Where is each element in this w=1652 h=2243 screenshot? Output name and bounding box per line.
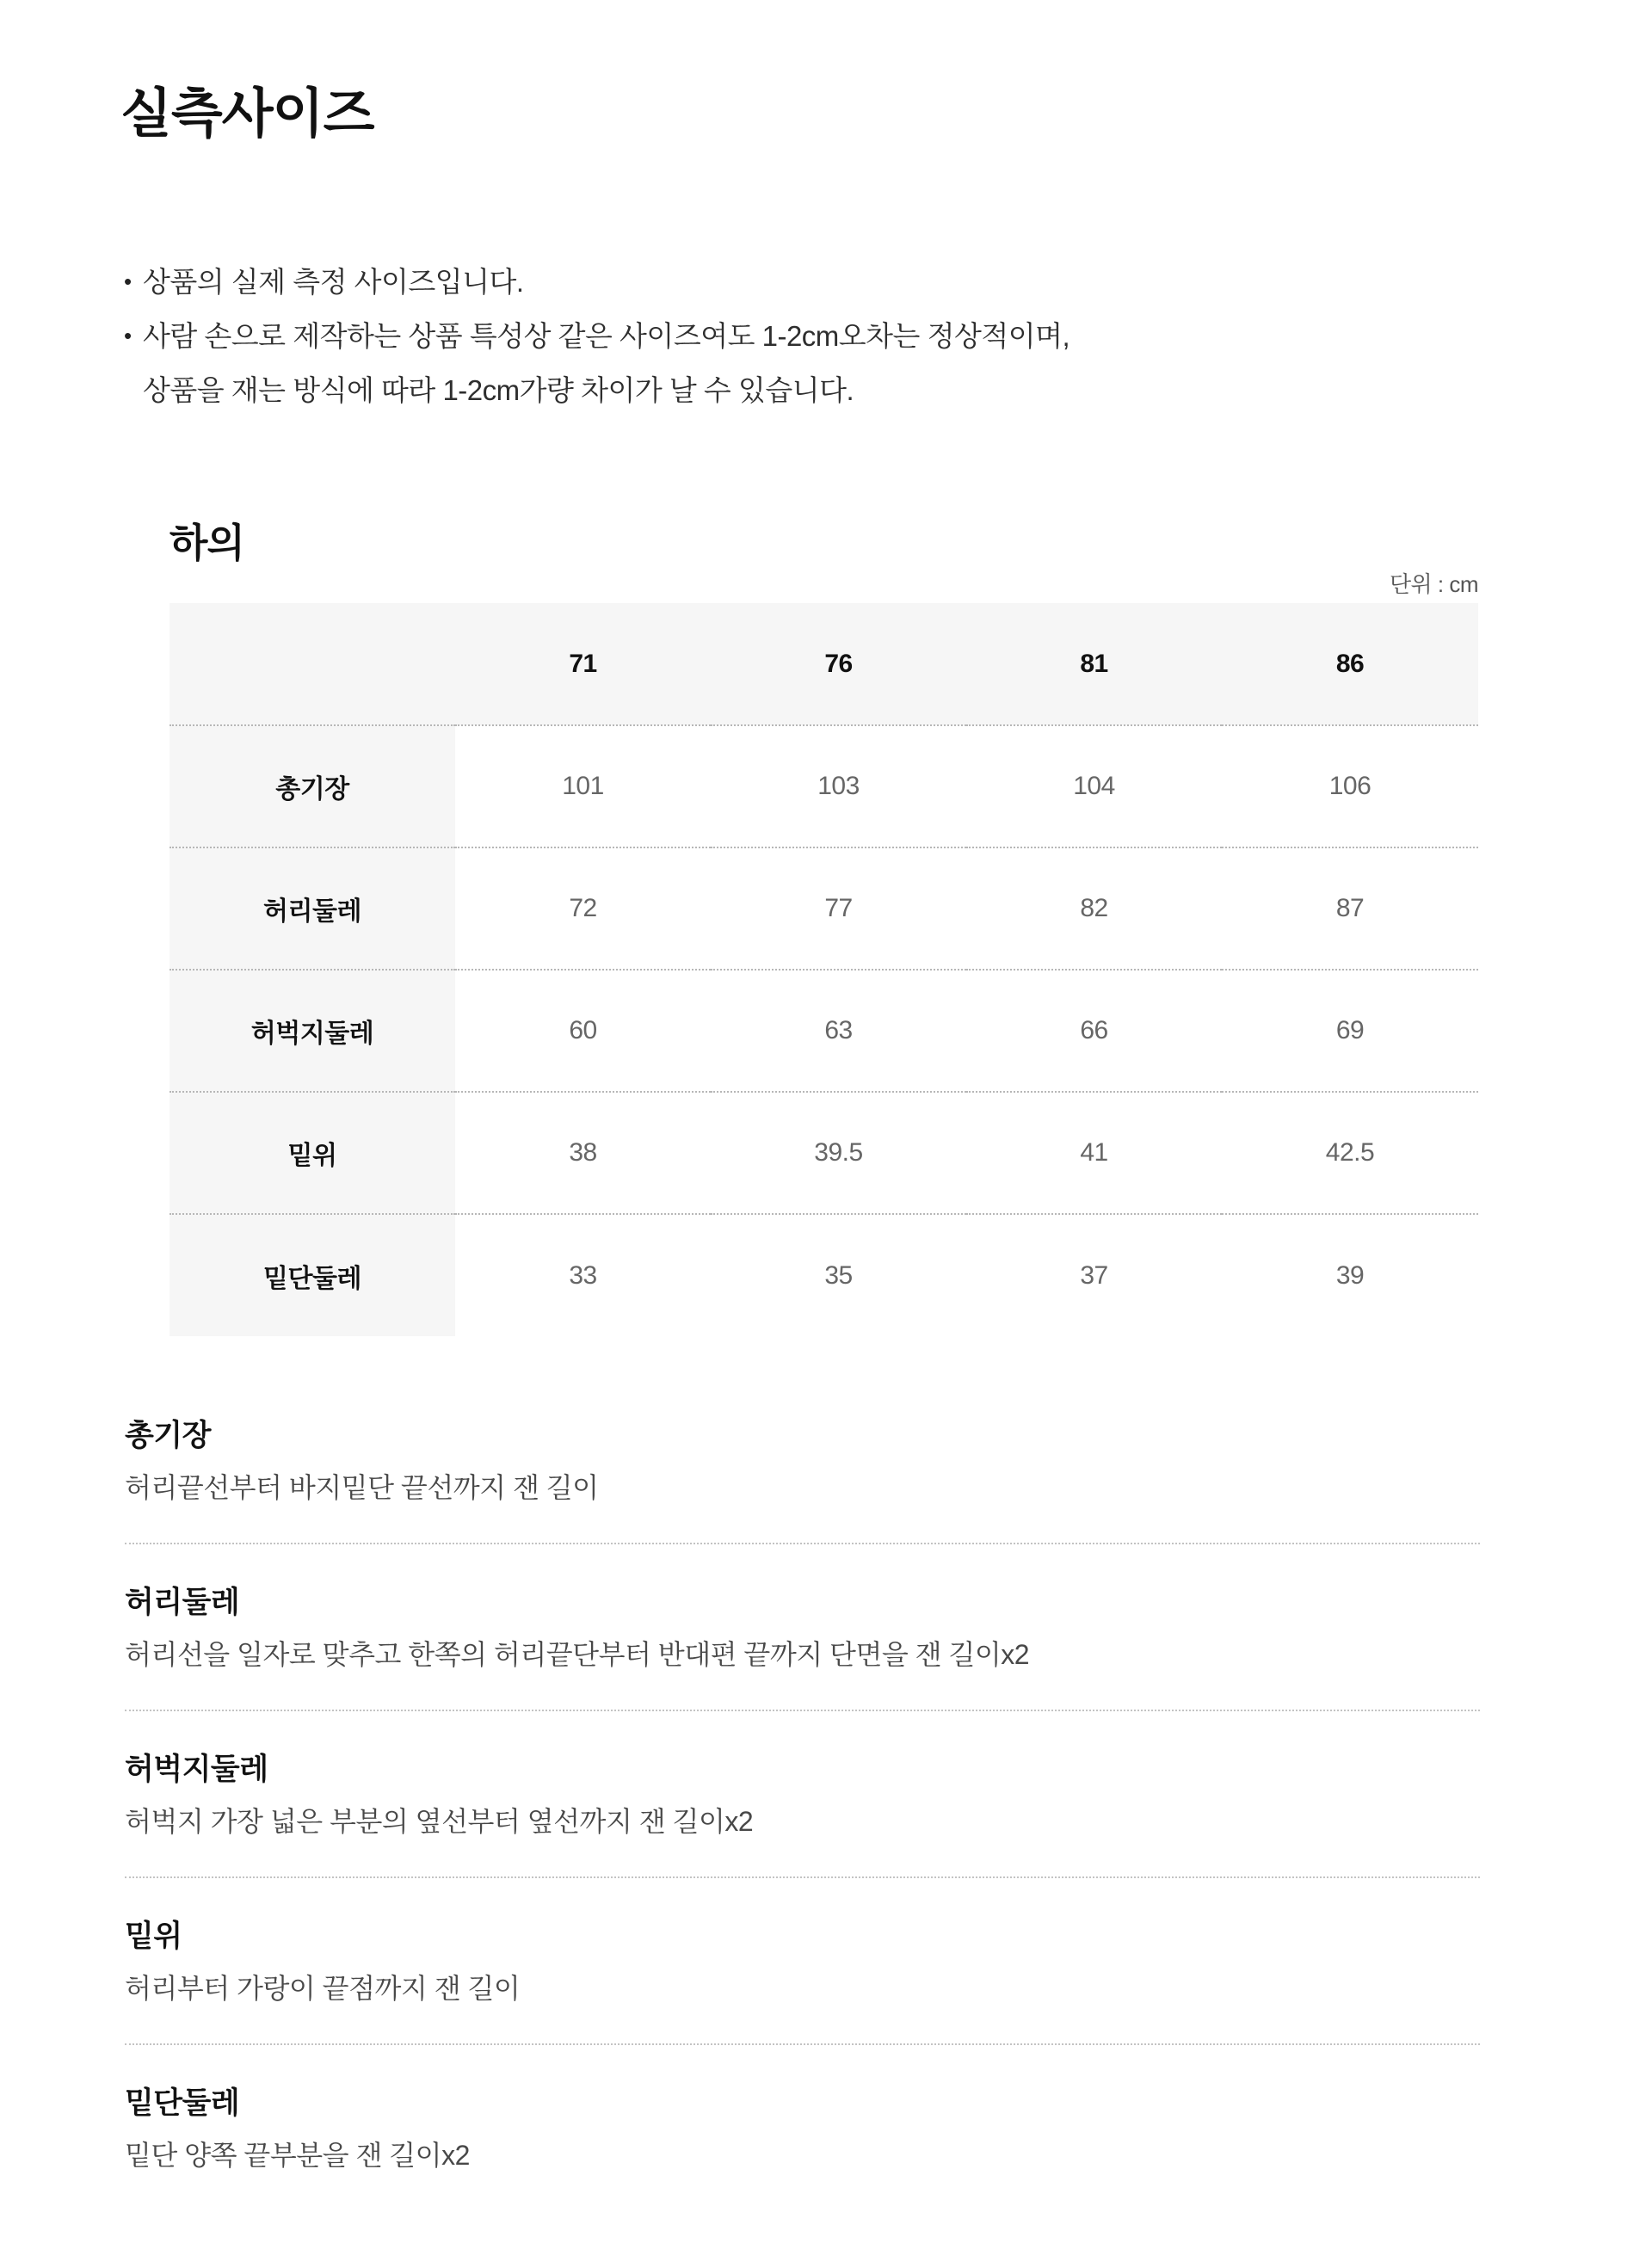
size-table-header-row xyxy=(170,603,1478,725)
size-table-row xyxy=(170,970,1478,1092)
value-cell: 38 xyxy=(455,1092,711,1214)
definition-divider xyxy=(125,1543,1480,1544)
definition-term: 총기장 xyxy=(125,1419,211,1452)
value-cell: 39 xyxy=(1222,1214,1478,1336)
size-header-cell: 86 xyxy=(1222,603,1478,725)
value-cell: 66 xyxy=(966,970,1222,1092)
definition-item xyxy=(125,1582,1480,1711)
value-cell: 33 xyxy=(455,1214,711,1336)
value-cell: 35 xyxy=(711,1214,966,1336)
note-text xyxy=(143,309,1532,417)
size-header-empty-cell xyxy=(170,603,455,725)
value-cell: 63 xyxy=(711,970,966,1092)
value-cell: 42.5 xyxy=(1222,1092,1478,1214)
value-cell: 69 xyxy=(1222,970,1478,1092)
bottoms-size-section xyxy=(170,519,1478,1336)
note-item xyxy=(120,255,1532,309)
row-label-cell: 허벅지둘레 xyxy=(170,970,455,1092)
value-cell: 37 xyxy=(966,1214,1222,1336)
row-label-cell: 밑위 xyxy=(170,1092,455,1214)
unit-label: 단위 : cm xyxy=(1389,571,1478,597)
size-table-row xyxy=(170,1214,1478,1336)
note-item xyxy=(120,309,1532,417)
row-label-cell: 밑단둘레 xyxy=(170,1214,455,1336)
value-cell: 39.5 xyxy=(711,1092,966,1214)
bullet-dot-icon: • xyxy=(124,323,133,348)
definition-description: 밑단 양쪽 끝부분을 잰 길이x2 xyxy=(125,2140,470,2171)
size-header-cell: 81 xyxy=(966,603,1222,725)
definition-description: 허벅지 가장 넓은 부분의 옆선부터 옆선까지 잰 길이x2 xyxy=(125,1806,754,1837)
definition-item xyxy=(125,1749,1480,1878)
value-cell: 41 xyxy=(966,1092,1222,1214)
size-table-row xyxy=(170,847,1478,970)
definition-term: 밑위 xyxy=(125,1919,182,1953)
row-label-cell: 총기장 xyxy=(170,725,455,847)
note-line: 상품을 재는 방식에 따라 1-2cm가량 차이가 날 수 있습니다. xyxy=(143,374,854,406)
note-line: 상품의 실제 측정 사이즈입니다. xyxy=(143,266,524,298)
value-cell: 72 xyxy=(455,847,711,970)
definition-item xyxy=(125,1916,1480,2045)
value-cell: 103 xyxy=(711,725,966,847)
value-cell: 106 xyxy=(1222,725,1478,847)
definition-item xyxy=(125,1415,1480,1544)
definition-divider xyxy=(125,1710,1480,1711)
value-cell: 101 xyxy=(455,725,711,847)
definition-term: 허리둘레 xyxy=(125,1586,240,1619)
value-cell: 60 xyxy=(455,970,711,1092)
notes-list xyxy=(120,255,1532,417)
value-cell: 77 xyxy=(711,847,966,970)
definition-term: 밑단둘레 xyxy=(125,2086,240,2120)
page-title: 실측사이즈 xyxy=(120,84,374,144)
definitions-list xyxy=(125,1415,1480,2174)
definition-item xyxy=(125,2083,1480,2174)
size-table xyxy=(170,603,1478,1336)
value-cell: 82 xyxy=(966,847,1222,970)
definition-description: 허리끝선부터 바지밑단 끝선까지 잰 길이 xyxy=(125,1472,599,1503)
size-table-row xyxy=(170,1092,1478,1214)
note-text xyxy=(143,255,1532,309)
size-header-cell: 71 xyxy=(455,603,711,725)
row-label-cell: 허리둘레 xyxy=(170,847,455,970)
definition-description: 허리부터 가랑이 끝점까지 잰 길이 xyxy=(125,1973,521,2004)
value-cell: 104 xyxy=(966,725,1222,847)
size-table-row xyxy=(170,725,1478,847)
definition-divider xyxy=(125,2043,1480,2045)
size-header-cell: 76 xyxy=(711,603,966,725)
value-cell: 87 xyxy=(1222,847,1478,970)
note-line: 사람 손으로 제작하는 상품 특성상 같은 사이즈여도 1-2cm오차는 정상적이며, xyxy=(143,320,1070,352)
bottoms-section-heading: 하의 xyxy=(170,521,244,565)
bullet-dot-icon: • xyxy=(124,268,133,294)
definition-divider xyxy=(125,1876,1480,1878)
definition-term: 허벅지둘레 xyxy=(125,1753,268,1786)
definition-description: 허리선을 일자로 맞추고 한쪽의 허리끝단부터 반대편 끝까지 단면을 잰 길이x2 xyxy=(125,1639,1030,1670)
